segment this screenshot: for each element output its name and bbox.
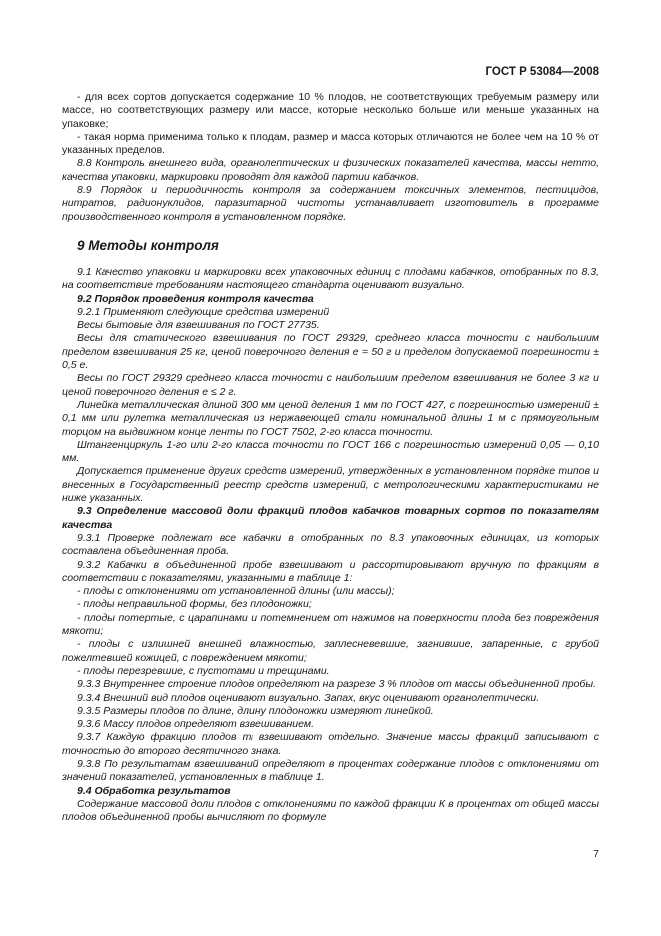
paragraph: 9.3.6 Массу плодов определяют взвешиванием. xyxy=(77,718,314,731)
intro-text-block xyxy=(62,91,599,224)
paragraph: - плоды с излишней внешней влажностью, заплесневевшие, загнившие, запаренные, с грубой пожелтевшей кожицей, с повреждением мякоти; xyxy=(62,638,599,664)
section-9-text-block xyxy=(62,266,599,824)
section-heading: 9 Методы контроля xyxy=(77,238,219,253)
paragraph: Весы по ГОСТ 29329 среднего класса точности с наибольшим пределом взвешивания не более 3 кг и ценой поверочного деления е ≤ 2 г. xyxy=(62,372,599,398)
paragraph: - для всех сортов допускается содержание 10 % плодов, не соответствующих требуемым размеру или массе, но соответствующих размеру или массе, которые несколько больше или меньше указанных на упаковке; xyxy=(62,91,599,130)
paragraph: 9.3.2 Кабачки в объединенной пробе взвешивают и рассортировывают вручную по фракциям в соответствии с показателями, указанными в таблице 1: xyxy=(62,558,599,584)
paragraph: 8.8 Контроль внешнего вида, органолептических и физических показателей качества, массы нетто, качества упаковки, маркировки проводят для каждой партии кабачков. xyxy=(62,157,599,183)
paragraph: 9.3.4 Внешний вид плодов оценивают визуально. Запах, вкус оценивают органолептически. xyxy=(77,691,540,704)
paragraph: - такая норма применима только к плодам, размер и масса которых отличаются не более чем на 10 % от указанных пределов. xyxy=(62,130,599,157)
subsection-heading: 9.4 Обработка результатов xyxy=(77,784,231,797)
subsection-heading: 9.3 Определение массовой доли фракций плодов кабачков товарных сортов по показателям качества xyxy=(62,505,599,531)
paragraph: Допускается применение других средств измерений, утвержденных в установленном порядке типов и внесенных в Государственный реестр средств измерений, с метрологическими характеристиками не ниже указанных. xyxy=(62,465,599,505)
paragraph: 9.3.3 Внутреннее строение плодов определяют на разрезе 3 % плодов от массы объединенной пробы. xyxy=(77,678,596,691)
paragraph: Содержание массовой доли плодов с отклонениями по каждой фракции К в процентах от общей массы плодов объединенной пробы вычисляют по формуле xyxy=(62,797,599,824)
paragraph: - плоды потертые, с царапинами и потемнением от нажимов на поверхности плода без повреждения мякоти; xyxy=(62,611,599,638)
paragraph: Линейка металлическая длиной 300 мм ценой деления 1 мм по ГОСТ 427, с погрешностью измерений ± 0,1 мм или рулетка металлическая из нержавеющей стали номинальной длины 1 м с прямоугольным торцом на выдвижном конце ленты по ГОСТ 7502, 2-го класса точности. xyxy=(62,398,599,438)
subsection-heading: 9.2 Порядок проведения контроля качества xyxy=(77,292,314,305)
paragraph: 9.3.7 Каждую фракцию плодов mᵢ взвешивают отдельно. Значение массы фракций записывают с точностью до второго десятичного знака. xyxy=(62,731,599,757)
document-header-id: ГОСТ Р 53084—2008 xyxy=(485,66,599,78)
paragraph: - плоды перезревшие, с пустотами и трещинами. xyxy=(77,664,330,677)
paragraph: 9.1 Качество упаковки и маркировки всех упаковочных единиц с плодами кабачков, отобранных по 8.3, на соответствие требованиям настоящего стандарта оценивают визуально. xyxy=(62,266,599,292)
paragraph: - плоды с отклонениями от установленной длины (или массы); xyxy=(77,585,395,598)
paragraph: - плоды неправильной формы, без плодоножки; xyxy=(77,598,312,611)
paragraph: Весы бытовые для взвешивания по ГОСТ 27735. xyxy=(77,319,320,332)
paragraph: 9.3.5 Размеры плодов по длине, длину плодоножки измеряют линейкой. xyxy=(77,704,434,717)
paragraph: 8.9 Порядок и периодичность контроля за содержанием токсичных элементов, пестицидов, нитратов, радионуклидов, паразитарной чистоты устанавливает изготовитель в программе производственного контроля в установленном порядке. xyxy=(62,184,599,223)
paragraph: 9.2.1 Применяют следующие средства измерений xyxy=(77,305,330,318)
page-number: 7 xyxy=(593,848,599,860)
paragraph: Штангенциркуль 1-го или 2-го класса точности по ГОСТ 166 с погрешностью измерений 0,05 — 0,10 мм. xyxy=(62,438,599,465)
paragraph: Весы для статического взвешивания по ГОСТ 29329, среднего класса точности с наибольшим пределом взвешивания 25 кг, ценой поверочного деления е = 50 г и пределом допускаемой погрешности ± 0,5 е. xyxy=(62,332,599,372)
paragraph: 9.3.1 Проверке подлежат все кабачки в отобранных по 8.3 упаковочных единицах, из которых составлена объединенная проба. xyxy=(62,531,599,558)
paragraph: 9.3.8 По результатам взвешиваний определяют в процентах содержание плодов с отклонениями от значений показателей, установленных в таблице 1. xyxy=(62,757,599,784)
